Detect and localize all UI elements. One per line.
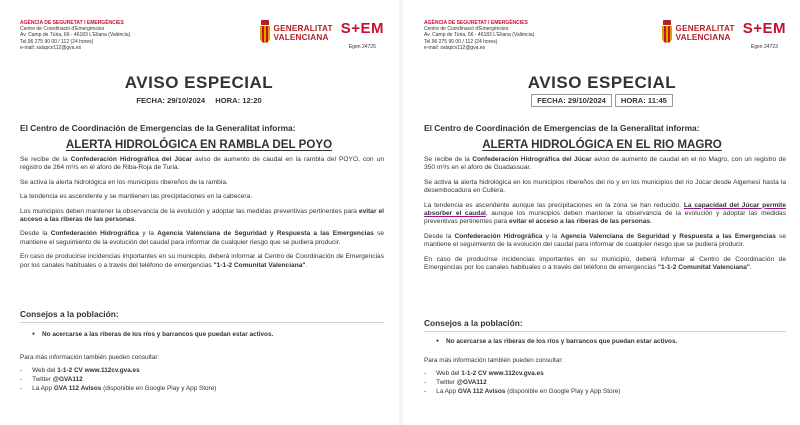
agency-line: Av. Camp de Túria, 66 - 46183 L'Eliana (València)	[424, 32, 535, 39]
paragraph: En caso de producirse incidencias importantes en su municipio, deberá informar al Centro de Coordinación de Emergencias por los canales habituales o a través del teléfono de emergencias "1-1-2 Comunitat Valenciana".	[20, 253, 384, 269]
logos	[661, 20, 786, 50]
consejos-heading: Consejos a la población:	[20, 309, 119, 319]
agency-line: e-mail: salapcv112@gva.es	[20, 44, 82, 51]
fecha: FECHA: 29/10/2024	[136, 96, 206, 105]
consejos-rule	[20, 322, 384, 323]
sem-logo: S+EM	[742, 20, 786, 37]
paragraph: Se activa la alerta hidrológica en los municipios ribereños de la rambla.	[20, 178, 228, 186]
generalitat-logo-text: GENERALITAT VALENCIANA	[675, 24, 735, 42]
agency-line: Tel.96 275 90 00 / 112 (24 hores)	[20, 38, 94, 45]
alert-heading: ALERTA HIDROLÓGICA EN EL RIO MAGRO	[482, 138, 722, 151]
dateline	[404, 94, 800, 107]
generalitat-logo	[259, 20, 333, 46]
paragraph: Desde la Confederación Hidrográfica y la Agencia Valenciana de Seguridad y Respuesta a las Emergencias se mantiene el seguimiento de la evolución del caudal para informar de cualquier riesgo que se pudiera producir.	[20, 230, 384, 246]
page-divider	[399, 0, 403, 425]
paragraph: Se recibe de la Confederación Hidrográfica del Júcar aviso de aumento de caudal en el rio Magro, con un registro de 350 m³/s en el aforo de Guadassuar.	[424, 156, 786, 172]
aviso-document-magro	[404, 0, 800, 425]
document-header	[20, 20, 384, 66]
list-item: - Web del 1-1-2 CV www.112cv.gva.es	[424, 369, 620, 378]
info-links	[424, 369, 620, 397]
aviso-document-poyo	[0, 0, 398, 425]
more-info-line: Para más información también pueden consultar:	[424, 357, 564, 364]
generalitat-coat-of-arms-icon	[259, 20, 271, 46]
sem-logo: S+EM	[340, 20, 384, 37]
paragraph: En caso de producirse incidencias importantes en su municipio, deberá informar al Centro de Coordinación de Emergencias por los canales habituales o a través del teléfono de emergencias "1-1-2 Comunitat Valenciana".	[424, 255, 786, 272]
agency-line: Tel.96 275 90 00 / 112 (24 hores)	[424, 38, 498, 45]
paragraph: La tendencia es ascendente y se mantienen las precipitaciones en la cabecera.	[20, 193, 253, 201]
hora: HORA: 11:45	[615, 94, 673, 107]
agency-line: e-mail: salapcv112@gva.es	[424, 44, 486, 51]
egen-number: Egen 24723	[750, 44, 778, 50]
paragraph: Los municipios deben mantener la observancia de la evolución y adoptar las medidas preventivas pertinentes para evitar el acceso a las riberas de las personas.	[20, 207, 384, 224]
list-item: - La App GVA 112 Avisos (disponible en Google Play y App Store)	[20, 384, 216, 393]
advice-bullet: ● No acercarse a las riberas de los ríos y barrancos que puedan estar activos.	[436, 338, 677, 345]
agency-name: AGÈNCIA DE SEGURETAT I EMERGÈNCIES	[20, 20, 124, 26]
list-item: - Web del 1-1-2 CV www.112cv.gva.es	[20, 366, 216, 375]
advice-bullet: ● No acercarse a las riberas de los ríos y barrancos que puedan estar activos.	[32, 331, 273, 338]
agency-line: Centre de Coordinació d'Emergències	[20, 26, 105, 33]
more-info-line: Para más información también pueden consultar:	[20, 354, 160, 361]
paragraph: Se recibe de la Confederación Hidrográfica del Júcar aviso de aumento de caudal en la rambla del POYO, con un registro de 264 m³/s en el aforo de Riba-Roja de Turia.	[20, 156, 384, 172]
highlighted-phrase: La capacidad del Júcar permite absorber el caudal	[424, 201, 787, 218]
document-title: AVISO ESPECIAL	[527, 73, 677, 92]
list-item: - La App GVA 112 Avisos (disponible en Google Play y App Store)	[424, 387, 620, 396]
intro-line: El Centro de Coordinación de Emergencias de la Generalitat informa:	[20, 123, 296, 133]
agency-line: Av. Camp de Túria, 66 - 46183 L'Eliana (València)	[20, 32, 131, 39]
egen-number: Egen 24725	[348, 44, 376, 50]
paragraph: Desde la Confederación Hidrográfica y la Agencia Valenciana de Seguridad y Respuesta a las Emergencias se mantiene el seguimiento de la evolución del caudal para informar de cualquier riesgo que se pudiera producir.	[424, 232, 786, 249]
agency-name: AGÈNCIA DE SEGURETAT I EMERGÈNCIES	[424, 20, 528, 26]
consejos-heading: Consejos a la población:	[424, 318, 523, 328]
agency-line: Centre de Coordinació d'Emergències	[424, 26, 509, 33]
generalitat-logo	[661, 20, 735, 46]
generalitat-logo-text: GENERALITAT VALENCIANA	[273, 24, 333, 42]
logos	[259, 20, 384, 50]
document-header	[424, 20, 786, 66]
alert-heading: ALERTA HIDROLÓGICA EN RAMBLA DEL POYO	[65, 138, 333, 151]
document-body	[424, 156, 786, 278]
document-title: AVISO ESPECIAL	[124, 73, 274, 92]
consejos-rule	[424, 331, 786, 332]
document-body	[20, 156, 384, 276]
info-links	[20, 366, 216, 394]
hora: HORA: 12:20	[215, 96, 262, 105]
fecha: FECHA: 29/10/2024	[531, 94, 612, 107]
list-item: - Twitter @GVA112	[20, 375, 216, 384]
sem-logo-block	[743, 20, 786, 50]
generalitat-coat-of-arms-icon	[661, 20, 673, 46]
dateline	[0, 96, 398, 105]
list-item: - Twitter @GVA112	[424, 378, 620, 387]
paragraph: Se activa la alerta hidrológica en los municipios ribereños del rio y en los municipios del rio Júcar desde Algemesí hasta la desembocadura en Cullera.	[424, 178, 786, 195]
sem-logo-block	[341, 20, 384, 50]
paragraph: La tendencia es ascendente aunque las precipitaciones en la zona se han reducido. La capacidad del Júcar permite absorber el caudal, aunque los municipios deben mantener la observancia de la evolución y adoptar las medidas preventivas pertinentes para evitar el acceso a las riberas de las personas.	[424, 201, 787, 226]
intro-line: El Centro de Coordinación de Emergencias de la Generalitat informa:	[424, 123, 700, 133]
